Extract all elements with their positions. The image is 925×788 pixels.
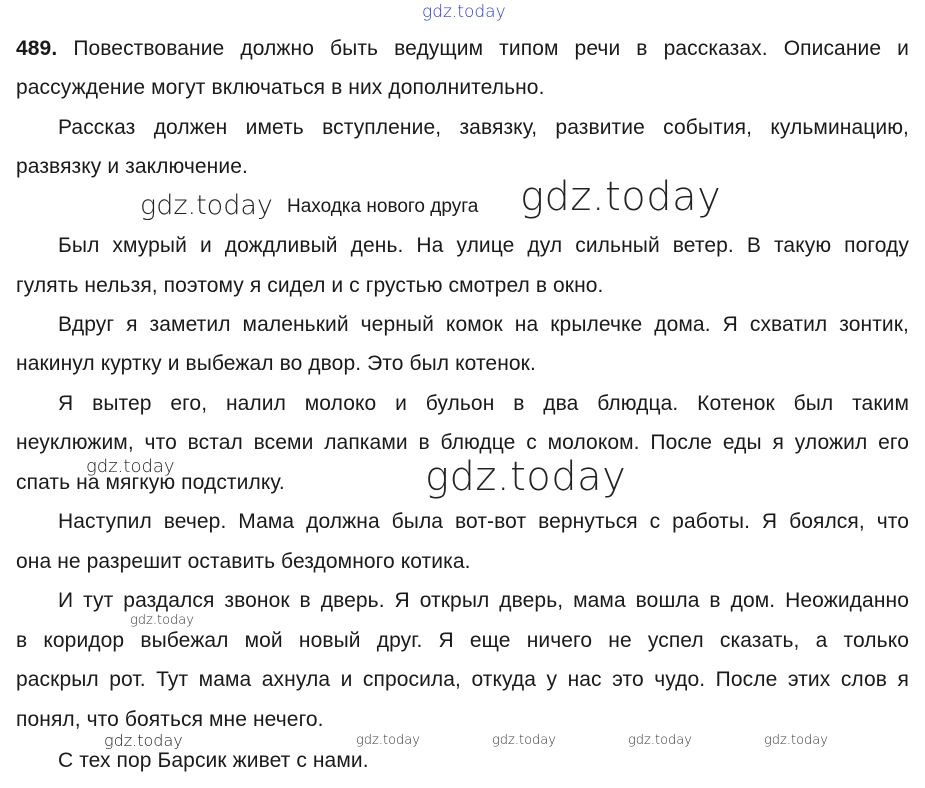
story-line-6: неуклюжим, что встал всеми лапками в блюдце с молоком. После еды я уложил его: [16, 431, 909, 454]
story-line-5: Я вытер его, налил молоко и бульон в два блюдца. Котенок был таким: [58, 392, 909, 415]
watermark-bottom-4: gdz.today: [628, 733, 692, 748]
story-line-11: в коридор выбежал мой новый друг. Я еще ничего не успел сказать, а только: [16, 629, 909, 652]
story-title: Находка нового друга: [287, 196, 479, 217]
story-line-13: понял, что бояться мне нечего.: [16, 708, 324, 731]
watermark-inline-small: gdz.today: [130, 613, 194, 628]
exercise-line-4: развязку и заключение.: [16, 155, 248, 178]
exercise-line-1: 489. Повествование должно быть ведущим типом речи в рассказах. Описание и: [16, 37, 909, 60]
story-line-7: спать на мягкую подстилку.: [16, 471, 285, 494]
story-line-10: И тут раздался звонок в дверь. Я открыл дверь, мама вошла в дом. Неожиданно: [58, 589, 909, 612]
watermark-bottom-5: gdz.today: [764, 733, 828, 748]
story-line-1: Был хмурый и дождливый день. На улице дул сильный ветер. В такую погоду: [58, 234, 909, 257]
story-line-4: накинул куртку и выбежал во двор. Это был котенок.: [16, 352, 536, 375]
exercise-line-2: рассуждение могут включаться в них дополнительно.: [16, 76, 545, 99]
watermark-middle-big: gdz.today: [425, 454, 627, 500]
story-line-8: Наступил вечер. Мама должна была вот-вот вернуться с работы. Я боялся, что: [58, 510, 909, 533]
watermark-bottom-3: gdz.today: [492, 733, 556, 748]
exercise-number: 489.: [16, 37, 58, 60]
exercise-line-3: Рассказ должен иметь вступление, завязку, развитие события, кульминацию,: [58, 116, 909, 139]
story-line-12: раскрыл рот. Тут мама ахнула и спросила, откуда у нас это чудо. После этих слов я: [16, 668, 909, 691]
story-line-2: гулять нельзя, поэтому я сидел и с грустью смотрел в окно.: [16, 274, 604, 297]
story-line-9: она не разрешит оставить бездомного котика.: [16, 550, 471, 573]
watermark-middle-small: gdz.today: [86, 456, 175, 477]
watermark-top: gdz.today: [422, 2, 506, 22]
story-line-3: Вдруг я заметил маленький черный комок на крылечке дома. Я схватил зонтик,: [58, 313, 909, 336]
watermark-bottom-2: gdz.today: [356, 733, 420, 748]
watermark-bottom-1: gdz.today: [104, 731, 183, 750]
story-line-14: С тех пор Барсик живет с нами.: [58, 749, 369, 772]
watermark-title-left: gdz.today: [140, 190, 273, 221]
watermark-title-right: gdz.today: [520, 174, 722, 220]
